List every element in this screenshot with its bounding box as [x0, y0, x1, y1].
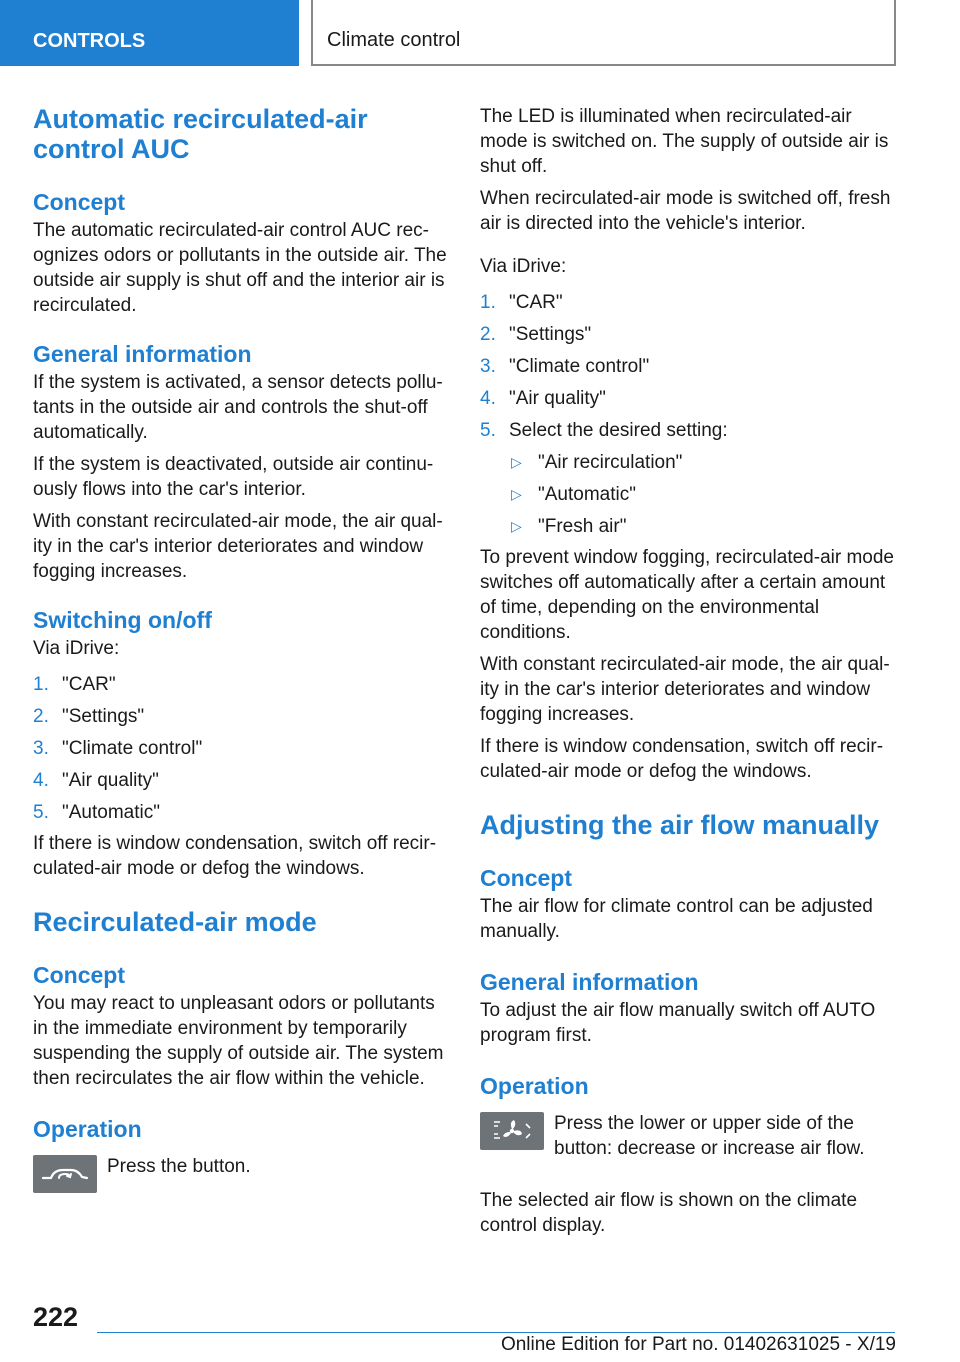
section-label: CONTROLS: [33, 30, 146, 52]
via-idrive-label: Via iDrive:: [33, 638, 120, 659]
chapter-label: Climate control: [327, 29, 461, 51]
right-column: [480, 104, 900, 1238]
airflow-general-heading: General information: [480, 969, 699, 995]
page-number: 222: [33, 1302, 79, 1332]
list-item: 2. "Settings": [480, 324, 592, 345]
recirc-concept-heading: Concept: [33, 962, 125, 988]
footer-divider: [97, 1332, 895, 1333]
recirc-title: Recirculated-air mode: [33, 907, 317, 937]
fan-icon: [480, 1112, 544, 1150]
list-item: ▷ "Fresh air": [511, 516, 627, 537]
switching-steps: [33, 672, 453, 825]
operation-heading: Operation: [33, 1116, 142, 1142]
airflow-operation-text: Press the lower or upper side of the button: decrease or increase air flow.: [554, 1113, 865, 1159]
settings-steps: [480, 290, 900, 450]
list-item: 5. "Automatic": [33, 802, 160, 823]
general-heading: General information: [33, 341, 252, 367]
condensation-text: If there is window condensation, switch off recir-culated-air mode or defog the windows.: [33, 833, 437, 879]
operation-row: [33, 1155, 453, 1195]
recirc-concept-text: You may react to unpleasant odors or pollutants in the immediate environment by temporarily suspending the supply of outside air. The system then recirculates the air flow within the vehicle.: [33, 993, 444, 1089]
list-item: 3. "Climate control": [33, 738, 203, 759]
general-text-1: If the system is activated, a sensor detects pollu-tants in the outside air and controls the shut-off automatically.: [33, 372, 443, 443]
list-item: ▷ "Automatic": [511, 484, 636, 505]
recirculation-car-icon: [33, 1155, 97, 1193]
led-text: The LED is illuminated when recirculated-air mode is switched on. The supply of outside air is shut off.: [480, 106, 889, 177]
chapter-tab: [311, 0, 896, 66]
left-column: [33, 104, 453, 1195]
list-item: 5. Select the desired setting:: [480, 420, 728, 441]
general-text-3: With constant recirculated-air mode, the air qual-ity in the car's interior deteriorates and window fogging increases.: [33, 511, 443, 582]
concept-heading: Concept: [33, 189, 125, 215]
list-item: 1. "CAR": [33, 674, 116, 695]
fogging-text: To prevent window fogging, recirculated-air mode switches off automatically after a certain amount of time, depending on the environmental conditions.: [480, 547, 894, 643]
setting-options: [480, 450, 900, 539]
switching-heading: Switching on/off: [33, 607, 212, 633]
condensation-text: If there is window condensation, switch off recir-culated-air mode or defog the windows.: [480, 736, 884, 782]
general-text-2: If the system is deactivated, outside air continu-ously flows into the car's interior.: [33, 454, 434, 500]
airflow-operation-row: [480, 1112, 900, 1180]
operation-text: Press the button.: [107, 1156, 251, 1177]
footer-edition: Online Edition for Part no. 01402631025 - X/19: [500, 1334, 896, 1355]
airflow-operation-heading: Operation: [480, 1073, 589, 1099]
concept-text: The automatic recirculated-air control AUC rec-ognizes odors or pollutants in the outside air. The outside air supply is shut off and the interior air is recirculated.: [33, 220, 447, 316]
list-item: 2. "Settings": [33, 706, 145, 727]
list-item: 4. "Air quality": [33, 770, 159, 791]
auc-title: Automatic recirculated-air control AUC: [33, 104, 368, 164]
section-tab: [0, 0, 299, 66]
fresh-air-text: When recirculated-air mode is switched off, fresh air is directed into the vehicle's interior.: [480, 188, 891, 234]
airflow-general-text: To adjust the air flow manually switch off AUTO program first.: [480, 1000, 876, 1046]
airflow-concept-heading: Concept: [480, 865, 572, 891]
list-item: ▷ "Air recirculation": [511, 452, 683, 473]
list-item: 3. "Climate control": [480, 356, 650, 377]
constant-mode-text: With constant recirculated-air mode, the air qual-ity in the car's interior deteriorates and window fogging increases.: [480, 654, 890, 725]
list-item: 1. "CAR": [480, 292, 563, 313]
list-item: 4. "Air quality": [480, 388, 606, 409]
airflow-concept-text: The air flow for climate control can be adjusted manually.: [480, 896, 873, 942]
display-text: The selected air flow is shown on the climate control display.: [480, 1190, 858, 1236]
airflow-title: Adjusting the air flow manually: [480, 810, 880, 840]
via-idrive-label: Via iDrive:: [480, 256, 567, 277]
